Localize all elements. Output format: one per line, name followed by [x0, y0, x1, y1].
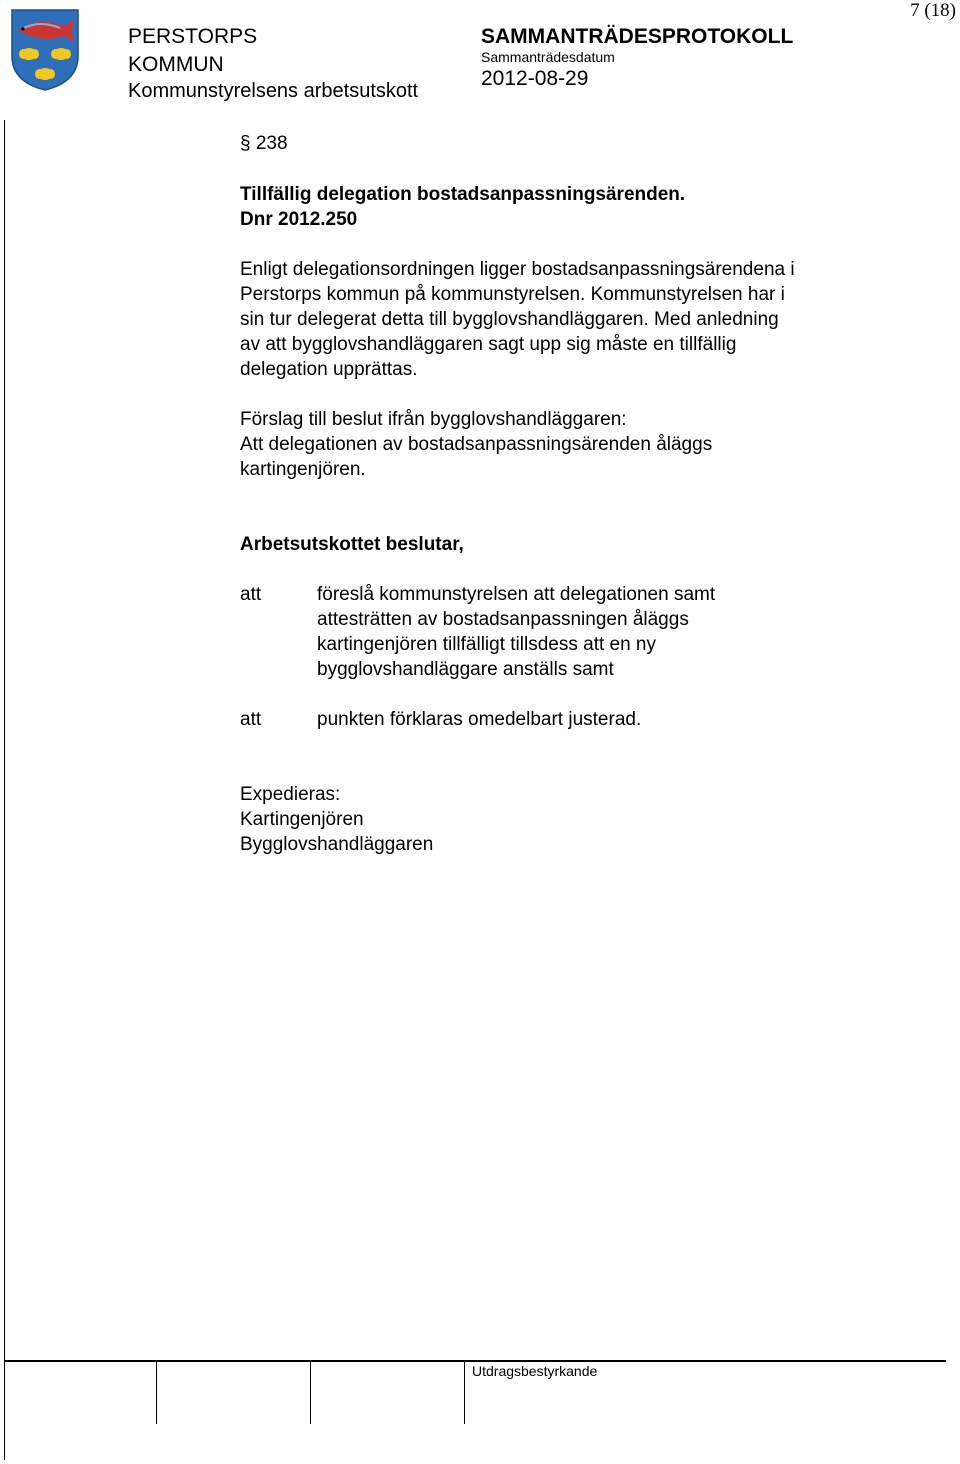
distribution-recipient: Kartingenjören	[240, 809, 364, 830]
proposal-line: kartingenjören.	[240, 459, 366, 480]
signature-box-divider	[310, 1362, 311, 1424]
body-line: sin tur delegerat detta till bygglovshandläggaren. Med anledning	[240, 309, 779, 330]
decision-line: attesträtten av bostadsanpassningen åläggs	[317, 609, 689, 630]
decision-line: föreslå kommunstyrelsen att delegationen samt	[317, 584, 716, 605]
decision-line: punkten förklaras omedelbart justerad.	[317, 709, 642, 730]
proposal-line: Förslag till beslut ifrån bygglovshandläggaren:	[240, 409, 627, 430]
distribution-label: Expedieras:	[240, 784, 341, 805]
paragraph-number	[240, 131, 288, 156]
meeting-date-label: Sammanträdesdatum	[481, 49, 615, 65]
decision-line: kartingenjören tillfälligt tillsdess att en ny	[317, 634, 657, 655]
proposal-line: Att delegationen av bostadsanpassningsärenden åläggs	[240, 434, 713, 455]
decision-keyword: att	[240, 584, 262, 605]
certification-label: Utdragsbestyrkande	[472, 1363, 598, 1379]
paragraph-symbol: §	[240, 133, 251, 154]
footer-rule	[4, 1360, 946, 1362]
proposal	[240, 407, 940, 482]
decision-item-text	[317, 582, 937, 682]
decision-keyword: att	[240, 709, 262, 730]
distribution-list	[240, 782, 433, 857]
signature-box-divider	[156, 1362, 157, 1424]
body-line: delegation upprättas.	[240, 359, 418, 380]
distribution-recipient: Bygglovshandläggaren	[240, 834, 434, 855]
left-margin-rule	[4, 120, 5, 1460]
signature-box-divider	[464, 1362, 465, 1424]
decision-heading: Arbetsutskottet beslutar,	[240, 534, 464, 555]
body-line: av att bygglovshandläggaren sagt upp sig måste en tillfällig	[240, 334, 737, 355]
item-body	[240, 257, 940, 382]
decision-item-text	[317, 707, 937, 732]
body-line: Perstorps kommun på kommunstyrelsen. Kommunstyrelsen har i	[240, 284, 785, 305]
committee-name: Kommunstyrelsens arbetsutskott	[128, 80, 419, 102]
item-dnr: Dnr 2012.250	[240, 209, 358, 230]
org-name-line1: PERSTORPS	[128, 25, 258, 48]
paragraph-number-value: 238	[255, 133, 288, 154]
page-number: 7 (18)	[910, 0, 956, 21]
document-type-title: SAMMANTRÄDESPROTOKOLL	[481, 25, 794, 48]
body-line: Enligt delegationsordningen ligger bostadsanpassningsärendena i	[240, 259, 795, 280]
decision-line: bygglovshandläggare anställs samt	[317, 659, 614, 680]
meeting-date: 2012-08-29	[481, 67, 589, 90]
item-title: Tillfällig delegation bostadsanpassningsärenden.	[240, 184, 686, 205]
org-name-line2: KOMMUN	[128, 53, 224, 76]
municipal-crest-logo	[10, 8, 80, 92]
